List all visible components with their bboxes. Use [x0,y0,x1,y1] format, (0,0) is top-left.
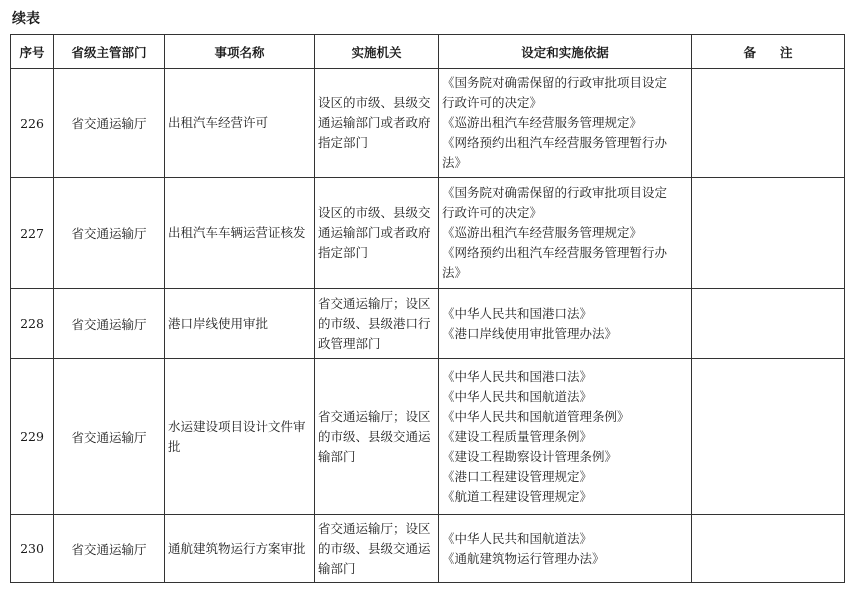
basis-line: 行政许可的决定》 [442,205,543,220]
table-row [11,359,845,515]
cell-item: 出租汽车车辆运营证核发 [165,178,315,289]
basis-line: 《网络预约出租汽车经营服务管理暂行办 [442,245,668,260]
cell-agency: 省交通运输厅；设区的市级、县级港口行政管理部门 [315,289,439,359]
basis-line: 行政许可的决定》 [442,95,543,110]
basis-line: 《巡游出租汽车经营服务管理规定》 [442,225,643,240]
basis-line: 《中华人民共和国航道法》 [442,388,593,404]
basis-line: 《中华人民共和国航道管理条例》 [442,408,630,424]
cell-agency: 设区的市级、县级交通运输部门或者政府指定部门 [315,178,439,289]
basis-line: 《港口工程建设管理规定》 [442,468,593,484]
basis-line: 《网络预约出租汽车经营服务管理暂行办 [442,135,668,150]
table-row [11,289,845,359]
basis-line: 《建设工程质量管理条例》 [442,428,593,444]
cell-num: 226 [11,69,54,178]
cell-item: 通航建筑物运行方案审批 [165,515,315,583]
cell-basis [439,515,692,583]
basis-line: 《国务院对确需保留的行政审批项目设定 [442,185,668,200]
table-row [11,69,845,178]
cell-agency: 省交通运输厅；设区的市级、县级交通运输部门 [315,515,439,583]
basis-line: 《通航建筑物运行管理办法》 [442,550,605,566]
cell-num: 228 [11,289,54,359]
cell-agency: 省交通运输厅；设区的市级、县级交通运输部门 [315,359,439,515]
cell-item: 水运建设项目设计文件审批 [165,359,315,515]
cell-num: 229 [11,359,54,515]
header-basis: 设定和实施依据 [439,35,692,69]
basis-line: 《巡游出租汽车经营服务管理规定》 [442,115,643,130]
header-agency: 实施机关 [315,35,439,69]
cell-note [692,359,845,515]
basis-line: 法》 [442,265,468,280]
cell-agency: 设区的市级、县级交通运输部门或者政府指定部门 [315,69,439,178]
table-header-row [11,35,845,69]
basis-line: 法》 [442,155,468,170]
cell-basis [439,289,692,359]
cell-num: 227 [11,178,54,289]
cell-basis [439,69,692,178]
approval-items-table [10,34,845,583]
basis-line: 《中华人民共和国航道法》 [442,530,593,546]
cell-dept: 省交通运输厅 [54,69,165,178]
cell-item: 出租汽车经营许可 [165,69,315,178]
basis-line: 《港口岸线使用审批管理办法》 [442,325,618,341]
header-item: 事项名称 [165,35,315,69]
basis-line: 《中华人民共和国港口法》 [442,368,593,384]
cell-note [692,69,845,178]
cell-dept: 省交通运输厅 [54,515,165,583]
header-note: 备注 [692,35,845,69]
basis-line: 《国务院对确需保留的行政审批项目设定 [442,75,668,90]
header-dept: 省级主管部门 [54,35,165,69]
cell-num: 230 [11,515,54,583]
cell-dept: 省交通运输厅 [54,289,165,359]
cell-basis [439,178,692,289]
cell-item: 港口岸线使用审批 [165,289,315,359]
cell-dept: 省交通运输厅 [54,178,165,289]
cell-note [692,289,845,359]
basis-line: 《航道工程建设管理规定》 [442,488,593,504]
table-row [11,515,845,583]
header-num: 序号 [11,35,54,69]
cell-basis [439,359,692,515]
basis-line: 《中华人民共和国港口法》 [442,305,593,321]
page-label: 续表 [12,11,40,27]
table-row [11,178,845,289]
cell-note [692,515,845,583]
cell-dept: 省交通运输厅 [54,359,165,515]
basis-line: 《建设工程勘察设计管理条例》 [442,448,618,464]
cell-note [692,178,845,289]
